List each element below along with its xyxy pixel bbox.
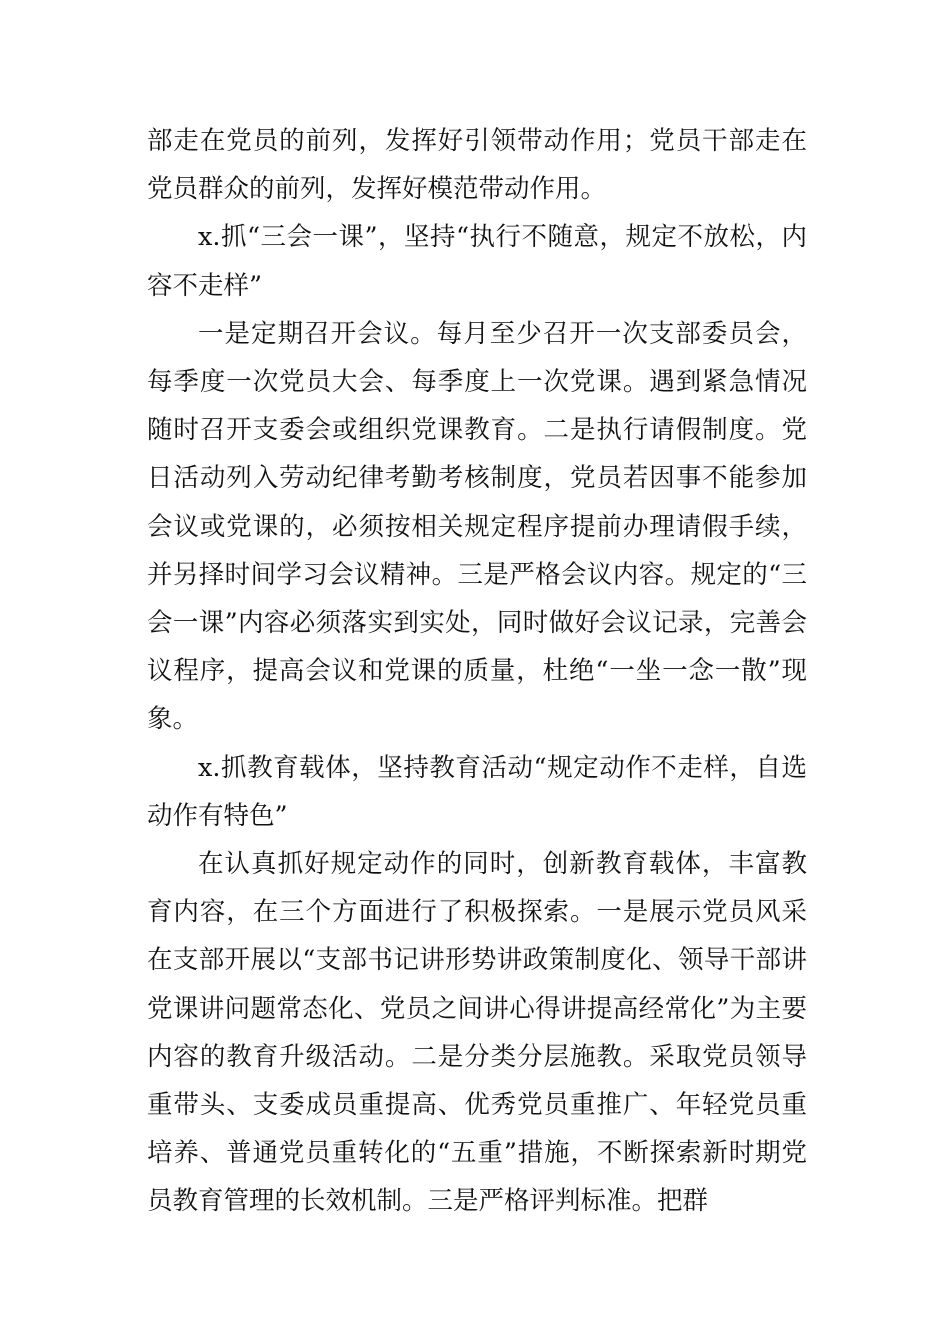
paragraph-meetings: 一是定期召开会议。每月至少召开一次支部委员会，每季度一次党员大会、每季度上一次党课。遇到紧急情况随时召开支委会或组织党课教育。二是执行请假制度。党日活动列入劳动纪律考勤考核制度，党员若因事不能参加会议或党课的，必须按相关规定程序提前办理请假手续，并另择时间学习会议精神。三是严格会议内容。规定的“三会一课”内容必须落实到实处，同时做好会议记录，完善会议程序，提高会议和党课的质量，杜绝“一坐一念一散”现象。 [147,318,807,735]
document-page [147,117,807,1226]
section-heading-education-carrier: x.抓教育载体，坚持教育活动“规定动作不走样，自选动作有特色” [147,752,807,831]
section-heading-three-meetings: x.抓“三会一课”，坚持“执行不随意，规定不放松，内容不走样” [147,222,807,301]
paragraph-continuation: 部走在党员的前列，发挥好引领带动作用；党员干部走在党员群众的前列，发挥好模范带动作用。 [147,126,807,205]
paragraph-education: 在认真抓好规定动作的同时，创新教育载体，丰富教育内容，在三个方面进行了积极探索。一是展示党员风采在支部开展以“支部书记讲形势讲政策制度化、领导干部讲党课讲问题常态化、党员之间讲心得讲提高经常化”为主要内容的教育升级活动。二是分类分层施教。采取党员领导重带头、支委成员重提高、优秀党员重推广、年轻党员重培养、普通党员重转化的“五重”措施，不断探索新时期党员教育管理的长效机制。三是严格评判标准。把群 [147,849,807,1217]
